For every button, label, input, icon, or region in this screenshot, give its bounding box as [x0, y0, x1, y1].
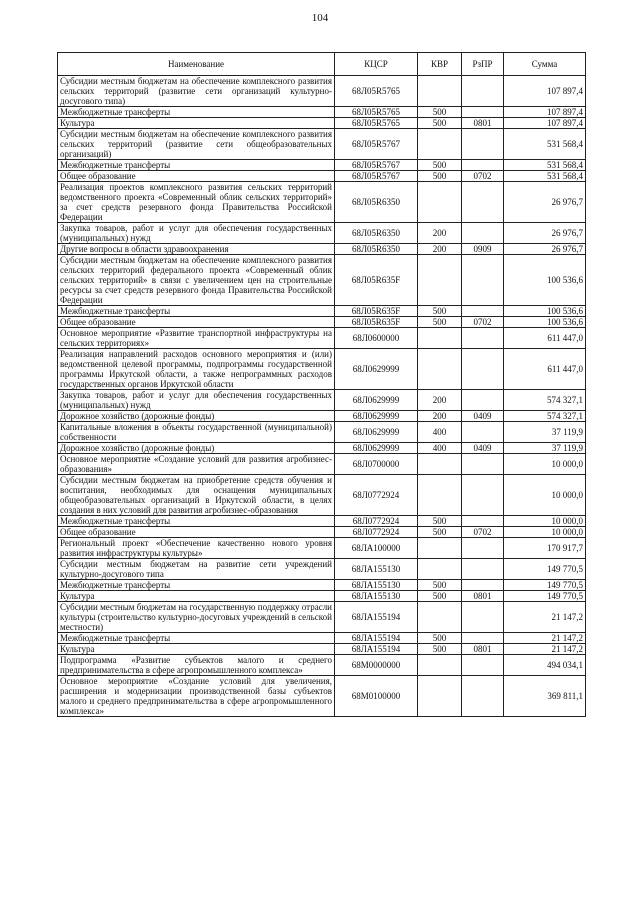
row-name: Межбюджетные трансферты	[58, 306, 335, 317]
header-rzpr: РзПР	[462, 53, 504, 76]
row-name: Субсидии местным бюджетам на обеспечение комплексного развития сельских территорий федерального проекта «Современный облик сельских территорий» в связи с увеличением цен на строительные ресурсы за счет средств резервного фонда Правительства Российской Федерации	[58, 255, 335, 306]
row-sum: 531 568,4	[504, 129, 586, 160]
table-row	[58, 559, 586, 580]
row-rzpr	[462, 107, 504, 118]
row-name: Подпрограмма «Развитие субъектов малого и среднего предпринимательства в сфере агропромышленного комплекса»	[58, 655, 335, 676]
row-rzpr: 0702	[462, 171, 504, 182]
row-kvr: 500	[418, 317, 462, 328]
row-kvr: 400	[418, 443, 462, 454]
table-row	[58, 580, 586, 591]
row-sum: 21 147,2	[504, 602, 586, 633]
row-kvr: 500	[418, 591, 462, 602]
row-kcsr: 68Л05R5765	[335, 107, 418, 118]
row-kvr	[418, 676, 462, 717]
table-row	[58, 317, 586, 328]
row-kvr	[418, 255, 462, 306]
row-kcsr: 68Л05R635F	[335, 255, 418, 306]
row-name: Межбюджетные трансферты	[58, 516, 335, 527]
row-kvr	[418, 328, 462, 349]
row-kcsr: 68Л0700000	[335, 454, 418, 475]
page-number: 104	[311, 12, 329, 24]
row-kcsr: 68ЛА155194	[335, 602, 418, 633]
row-name: Межбюджетные трансферты	[58, 160, 335, 171]
row-kvr	[418, 182, 462, 223]
row-kcsr: 68ЛА155194	[335, 633, 418, 644]
row-kcsr: 68Л0600000	[335, 328, 418, 349]
row-rzpr	[462, 422, 504, 443]
row-kcsr: 68Л0629999	[335, 422, 418, 443]
row-name: Межбюджетные трансферты	[58, 633, 335, 644]
row-sum: 149 770,5	[504, 591, 586, 602]
row-rzpr	[462, 255, 504, 306]
row-rzpr	[462, 559, 504, 580]
table-row	[58, 118, 586, 129]
row-name: Субсидии местным бюджетам на развитие сети учреждений культурно-досугового типа	[58, 559, 335, 580]
row-rzpr	[462, 306, 504, 317]
table-row	[58, 411, 586, 422]
row-kvr: 500	[418, 644, 462, 655]
table-row	[58, 244, 586, 255]
table-row	[58, 538, 586, 559]
header-kcsr: КЦСР	[335, 53, 418, 76]
row-kcsr: 68Л0629999	[335, 349, 418, 390]
table-row	[58, 516, 586, 527]
row-sum: 100 536,6	[504, 306, 586, 317]
row-name: Основное мероприятие «Создание условий для увеличения, расширения и модернизации производственной базы субъектов малого и среднего предпринимательства в сфере агропромышленного комплекса»	[58, 676, 335, 717]
row-kcsr: 68Л05R6350	[335, 244, 418, 255]
row-kvr: 500	[418, 580, 462, 591]
row-rzpr	[462, 655, 504, 676]
row-sum: 531 568,4	[504, 160, 586, 171]
table-row	[58, 390, 586, 411]
row-sum: 107 897,4	[504, 107, 586, 118]
row-sum: 37 119,9	[504, 443, 586, 454]
row-sum: 149 770,5	[504, 559, 586, 580]
row-rzpr: 0801	[462, 118, 504, 129]
row-kvr: 400	[418, 422, 462, 443]
budget-table	[57, 52, 586, 717]
row-rzpr	[462, 602, 504, 633]
row-name: Закупка товаров, работ и услуг для обеспечения государственных (муниципальных) нужд	[58, 390, 335, 411]
table-row	[58, 633, 586, 644]
row-rzpr: 0909	[462, 244, 504, 255]
table-row	[58, 328, 586, 349]
row-kcsr: 68Л05R6350	[335, 223, 418, 244]
row-rzpr	[462, 538, 504, 559]
row-name: Культура	[58, 644, 335, 655]
table-row	[58, 76, 586, 107]
row-kvr: 500	[418, 633, 462, 644]
row-sum: 26 976,7	[504, 244, 586, 255]
row-name: Региональный проект «Обеспечение качественно нового уровня развития инфраструктуры культуры»	[58, 538, 335, 559]
row-sum: 10 000,0	[504, 475, 586, 516]
row-kvr	[418, 76, 462, 107]
row-name: Субсидии местным бюджетам на обеспечение комплексного развития сельских территорий (развитие сети общеобразовательных организаций)	[58, 129, 335, 160]
row-name: Межбюджетные трансферты	[58, 107, 335, 118]
row-rzpr: 0702	[462, 317, 504, 328]
table-row	[58, 602, 586, 633]
row-sum: 369 811,1	[504, 676, 586, 717]
row-kvr	[418, 538, 462, 559]
table-row	[58, 160, 586, 171]
row-sum: 21 147,2	[504, 644, 586, 655]
row-rzpr: 0409	[462, 411, 504, 422]
row-name: Общее образование	[58, 527, 335, 538]
row-kvr: 500	[418, 107, 462, 118]
row-rzpr	[462, 328, 504, 349]
table-row	[58, 655, 586, 676]
row-kvr	[418, 349, 462, 390]
table-row	[58, 306, 586, 317]
row-kvr: 200	[418, 223, 462, 244]
row-sum: 574 327,1	[504, 390, 586, 411]
row-name: Основное мероприятие «Развитие транспортной инфраструктуры на сельских территориях»	[58, 328, 335, 349]
row-kcsr: 68Л05R5765	[335, 118, 418, 129]
row-kvr: 200	[418, 244, 462, 255]
row-rzpr	[462, 160, 504, 171]
row-rzpr: 0702	[462, 527, 504, 538]
row-sum: 107 897,4	[504, 76, 586, 107]
row-kcsr: 68ЛА155130	[335, 559, 418, 580]
row-kvr: 200	[418, 390, 462, 411]
row-kcsr: 68Л05R5767	[335, 171, 418, 182]
row-kvr	[418, 559, 462, 580]
row-kvr: 500	[418, 516, 462, 527]
row-rzpr	[462, 182, 504, 223]
row-rzpr	[462, 475, 504, 516]
row-kcsr: 68М0000000	[335, 655, 418, 676]
header-name: Наименование	[58, 53, 335, 76]
row-kcsr: 68Л05R635F	[335, 306, 418, 317]
row-sum: 149 770,5	[504, 580, 586, 591]
row-rzpr	[462, 676, 504, 717]
row-kvr	[418, 129, 462, 160]
row-rzpr	[462, 349, 504, 390]
row-kcsr: 68ЛА100000	[335, 538, 418, 559]
row-rzpr	[462, 580, 504, 591]
row-rzpr	[462, 390, 504, 411]
row-name: Субсидии местным бюджетам на обеспечение комплексного развития сельских территорий (развитие сети организаций культурно-досугового типа)	[58, 76, 335, 107]
row-kcsr: 68Л05R635F	[335, 317, 418, 328]
row-sum: 611 447,0	[504, 349, 586, 390]
row-kvr	[418, 602, 462, 633]
row-name: Закупка товаров, работ и услуг для обеспечения государственных (муниципальных) нужд	[58, 223, 335, 244]
row-kcsr: 68Л05R5767	[335, 160, 418, 171]
row-rzpr	[462, 454, 504, 475]
row-name: Межбюджетные трансферты	[58, 580, 335, 591]
row-sum: 37 119,9	[504, 422, 586, 443]
row-kcsr: 68Л0772924	[335, 527, 418, 538]
row-name: Реализация направлений расходов основного мероприятия и (или) ведомственной целевой программы, подпрограммы государственной программы Иркутской области, а также непрограммных расходов государственных органов Иркутской области	[58, 349, 335, 390]
row-sum: 26 976,7	[504, 223, 586, 244]
row-rzpr: 0801	[462, 644, 504, 655]
row-kvr	[418, 475, 462, 516]
table-row	[58, 454, 586, 475]
row-rzpr: 0801	[462, 591, 504, 602]
row-name: Общее образование	[58, 317, 335, 328]
row-name: Реализация проектов комплексного развития сельских территорий ведомственного проекта «Современный облик сельских территорий» за счет средств резервного фонда Правительства Российской Федерации	[58, 182, 335, 223]
row-sum: 10 000,0	[504, 454, 586, 475]
table-row	[58, 676, 586, 717]
table-row	[58, 182, 586, 223]
table-row	[58, 255, 586, 306]
table-row	[58, 171, 586, 182]
row-kcsr: 68Л0629999	[335, 443, 418, 454]
table-row	[58, 422, 586, 443]
table-row	[58, 443, 586, 454]
row-kvr: 500	[418, 527, 462, 538]
table-row	[58, 591, 586, 602]
row-name: Культура	[58, 591, 335, 602]
row-rzpr: 0409	[462, 443, 504, 454]
row-name: Капитальные вложения в объекты государственной (муниципальной) собственности	[58, 422, 335, 443]
row-kvr: 200	[418, 411, 462, 422]
row-sum: 100 536,6	[504, 317, 586, 328]
row-name: Субсидии местным бюджетам на приобретение средств обучения и воспитания, необходимых для оснащения муниципальных общеобразовательных организаций в Иркутской области, в целях создания в них условий для развития агробизнес-образования	[58, 475, 335, 516]
row-rzpr	[462, 633, 504, 644]
row-kvr: 500	[418, 171, 462, 182]
row-kcsr: 68Л05R5767	[335, 129, 418, 160]
row-kcsr: 68М0100000	[335, 676, 418, 717]
row-kcsr: 68ЛА155194	[335, 644, 418, 655]
row-name: Субсидии местным бюджетам на государственную поддержку отрасли культуры (строительство культурно-досуговых учреждений в сельской местности)	[58, 602, 335, 633]
header-sum: Сумма	[504, 53, 586, 76]
row-kcsr: 68ЛА155130	[335, 580, 418, 591]
row-sum: 26 976,7	[504, 182, 586, 223]
row-kvr	[418, 655, 462, 676]
row-sum: 10 000,0	[504, 527, 586, 538]
row-kcsr: 68Л0772924	[335, 516, 418, 527]
row-kvr	[418, 454, 462, 475]
row-sum: 107 897,4	[504, 118, 586, 129]
row-rzpr	[462, 223, 504, 244]
table-row	[58, 644, 586, 655]
row-kcsr: 68Л0772924	[335, 475, 418, 516]
row-name: Дорожное хозяйство (дорожные фонды)	[58, 411, 335, 422]
table-row	[58, 107, 586, 118]
header-kvr: КВР	[418, 53, 462, 76]
row-sum: 170 917,7	[504, 538, 586, 559]
table-row	[58, 475, 586, 516]
row-kvr: 500	[418, 306, 462, 317]
row-name: Общее образование	[58, 171, 335, 182]
row-rzpr	[462, 76, 504, 107]
table-row	[58, 349, 586, 390]
row-name: Культура	[58, 118, 335, 129]
table-header-row	[58, 53, 586, 76]
row-sum: 494 034,1	[504, 655, 586, 676]
table-row	[58, 527, 586, 538]
row-sum: 21 147,2	[504, 633, 586, 644]
table-row	[58, 129, 586, 160]
row-name: Дорожное хозяйство (дорожные фонды)	[58, 443, 335, 454]
row-name: Основное мероприятие «Создание условий для развития агробизнес-образования»	[58, 454, 335, 475]
row-sum: 531 568,4	[504, 171, 586, 182]
table-body	[58, 76, 586, 717]
row-kcsr: 68Л0629999	[335, 411, 418, 422]
row-kcsr: 68ЛА155130	[335, 591, 418, 602]
row-rzpr	[462, 129, 504, 160]
row-sum: 611 447,0	[504, 328, 586, 349]
row-kvr: 500	[418, 118, 462, 129]
row-sum: 574 327,1	[504, 411, 586, 422]
row-sum: 100 536,6	[504, 255, 586, 306]
row-kcsr: 68Л05R6350	[335, 182, 418, 223]
row-kcsr: 68Л05R5765	[335, 76, 418, 107]
row-rzpr	[462, 516, 504, 527]
row-name: Другие вопросы в области здравоохранения	[58, 244, 335, 255]
row-kcsr: 68Л0629999	[335, 390, 418, 411]
row-sum: 10 000,0	[504, 516, 586, 527]
table-row	[58, 223, 586, 244]
row-kvr: 500	[418, 160, 462, 171]
